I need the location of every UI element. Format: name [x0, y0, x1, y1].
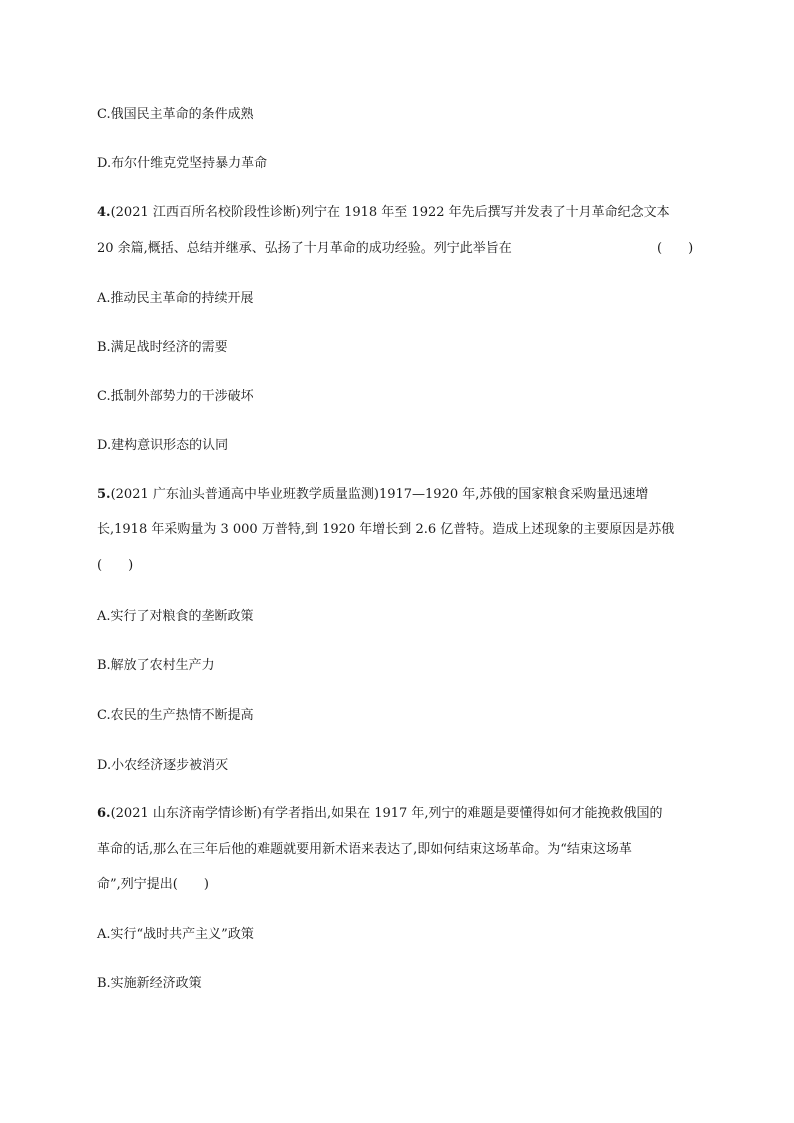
question-4-option-d: D.建构意识形态的认同	[97, 438, 229, 453]
question-4-line-2: 20 余篇,概括、总结并继承、弘扬了十月革命的成功经验。列宁此举旨在	[97, 241, 512, 256]
question-5-option-b: B.解放了农村生产力	[97, 658, 215, 673]
question-5-answer-blank: ( )	[97, 558, 134, 573]
question-5-stem-1: (2021 广东汕头普通高中毕业班教学质量监测)1917—1920 年,苏俄的国家粮食采购量迅速增	[110, 487, 649, 502]
question-4-option-a: A.推动民主革命的持续开展	[97, 291, 254, 306]
question-4-stem-1: (2021 江西百所名校阶段性诊断)列宁在 1918 年至 1922 年先后撰写并发表了十月革命纪念文本	[110, 205, 670, 220]
prev-option-d: D.布尔什维克党坚持暴力革命	[97, 156, 268, 171]
question-4-number: 4.	[97, 205, 111, 220]
question-6-option-a: A.实行“战时共产主义”政策	[97, 927, 254, 942]
question-4-line-1	[97, 204, 670, 222]
question-5-option-d: D.小农经济逐步被消灭	[97, 758, 229, 773]
question-4-option-c: C.抵制外部势力的干涉破坏	[97, 389, 254, 404]
question-6-option-b: B.实施新经济政策	[97, 976, 202, 991]
question-5-option-c: C.农民的生产热情不断提高	[97, 708, 254, 723]
question-5-option-a: A.实行了对粮食的垄断政策	[97, 609, 254, 624]
question-5-line-2: 长,1918 年采购量为 3 000 万普特,到 1920 年增长到 2.6 亿普特。造成上述现象的主要原因是苏俄	[97, 522, 675, 537]
question-4-option-b: B.满足战时经济的需要	[97, 340, 228, 355]
prev-option-c: C.俄国民主革命的条件成熟	[97, 107, 254, 122]
question-4-answer-blank: ( )	[657, 241, 694, 256]
question-6-line-3: 命”,列宁提出( )	[97, 877, 209, 892]
question-6-line-1	[97, 805, 663, 823]
question-6-line-2: 革命的话,那么在三年后他的难题就要用新术语来表达了,即如何结束这场革命。为“结束这场革	[97, 842, 632, 857]
question-5-line-1	[97, 486, 648, 504]
question-6-stem-1: (2021 山东济南学情诊断)有学者指出,如果在 1917 年,列宁的难题是要懂得如何才能挽救俄国的	[110, 806, 663, 821]
question-5-number: 5.	[97, 487, 111, 502]
question-6-number: 6.	[97, 806, 111, 821]
